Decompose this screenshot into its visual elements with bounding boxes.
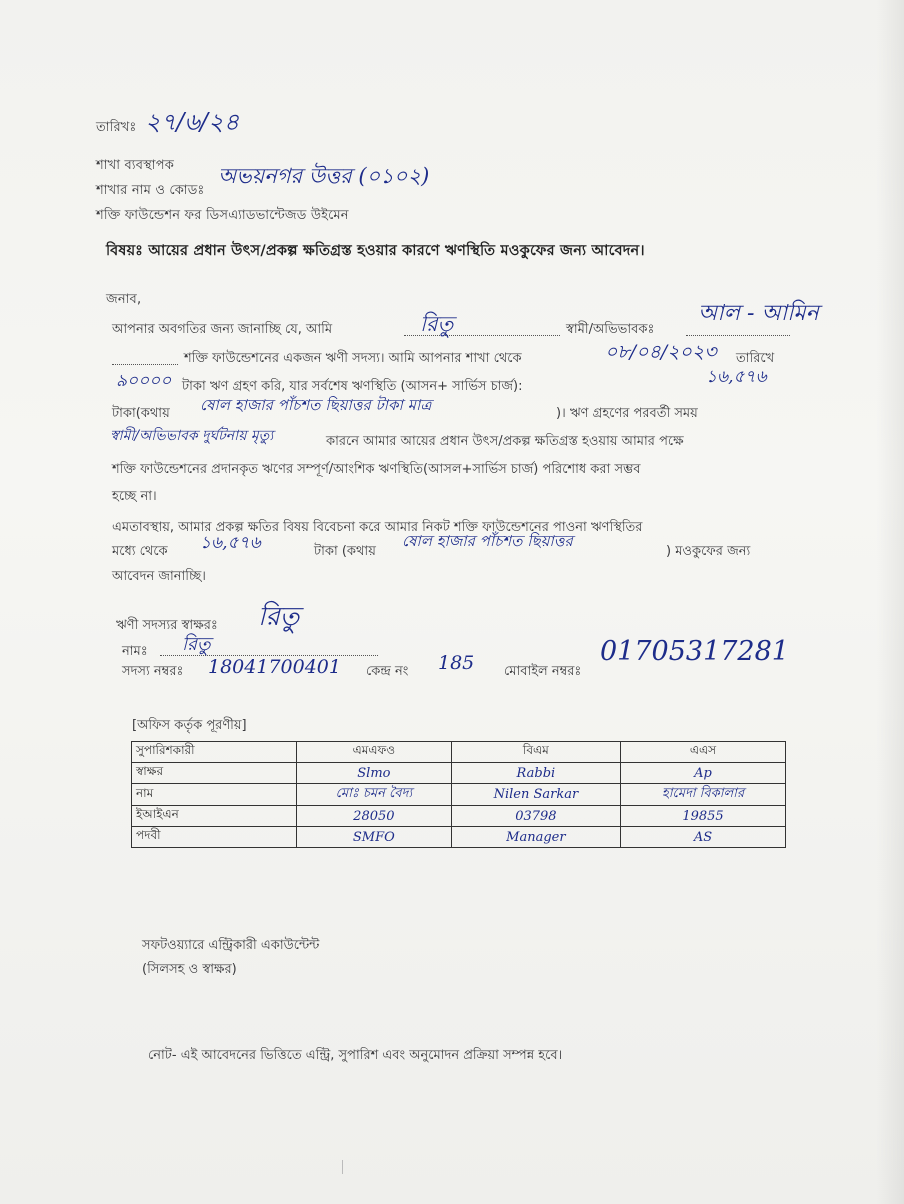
outstanding-balance: ১৬,৫৭৬ [706, 367, 767, 387]
body-text-1j: হচ্ছে না। [112, 489, 157, 504]
applicant-name: রিতু [420, 312, 454, 336]
body-text-1d: তারিখে [736, 351, 775, 366]
center-no-label: কেন্দ্র নং [366, 664, 409, 679]
mfo-signature: Slmo [357, 765, 391, 781]
body-text-2d: ) মওকুফের জন্য [666, 544, 751, 559]
member-name: রিতু [182, 634, 211, 655]
member-no-label: সদস্য নম্বরঃ [122, 664, 184, 679]
subject-line: বিষয়ঃ আয়ের প্রধান উৎস/প্রকল্প ক্ষতিগ্রস্ত হওয়ার কারণে ঋণস্থিতি মওকুফের জন্য আবেদন। [106, 243, 645, 259]
bm-ein: 03798 [515, 808, 557, 824]
bm-designation: Manager [506, 829, 566, 845]
date-label: তারিখঃ [96, 120, 137, 135]
loan-amount: ৯০০০০ [116, 371, 172, 391]
body-text-1h: কারনে আমার আয়ের প্রধান উৎস/প্রকল্প ক্ষতিগ্রস্ত হওয়ায় আমার পক্ষে [326, 434, 684, 449]
branch-label: শাখার নাম ও কোডঃ [96, 183, 205, 198]
row-label-designation: পদবী [132, 827, 297, 848]
entry-accountant-label: সফটওয়্যারে এন্ট্রিকারী একাউন্টেন্ট [142, 938, 320, 953]
header-recommender: সুপারিশকারী [132, 742, 297, 763]
guardian-name: আল - আমিন [698, 301, 819, 326]
damage-reason: স্বামী/অভিভাবক দুর্ঘটনায় মৃত্যু [110, 428, 274, 444]
blank-line [112, 363, 178, 365]
member-signature: রিতু [258, 602, 300, 632]
member-signature-label: ঋণী সদস্যর স্বাক্ষরঃ [116, 618, 218, 633]
org-name: শক্তি ফাউন্ডেশন ফর ডিসএ্যাডভান্টেজড উইমেন [96, 208, 349, 223]
table-row-signature [132, 763, 786, 784]
branch-value: অভয়নগর উত্তর (০১০২) [218, 164, 430, 188]
body-text-2c: টাকা (কথায় [314, 544, 376, 559]
office-caption: [অফিস কর্তৃক পূরণীয়] [132, 718, 247, 733]
loan-date: ০৮/০৪/২০২৩ [605, 341, 717, 363]
body-text-2e: আবেদন জানাচ্ছি। [112, 569, 206, 584]
mfo-name: মোঃ চমন বৈদ্য [335, 786, 413, 801]
body-text-1f: টাকা(কথায় [112, 406, 170, 421]
salutation: জনাব, [106, 292, 142, 307]
as-signature: Ap [694, 765, 712, 781]
body-text-1c: শক্তি ফাউন্ডেশনের একজন ঋণী সদস্য। আমি আপনার শাখা থেকে [184, 351, 522, 366]
header-as: এএস [621, 742, 786, 763]
paper-mark [342, 1160, 343, 1174]
as-ein: 19855 [682, 808, 724, 824]
waive-amount: ১৬,৫৭৬ [200, 533, 261, 553]
office-approval-table [131, 741, 786, 848]
guardian-name-line [686, 334, 790, 336]
mobile-label: মোবাইল নম্বরঃ [504, 664, 582, 679]
outstanding-in-words: ষোল হাজার পাঁচশত ছিয়াত্তর টাকা মাত্র [200, 396, 432, 414]
table-row-name [132, 784, 786, 806]
row-label-signature: স্বাক্ষর [132, 763, 297, 784]
bm-signature: Rabbi [516, 765, 556, 781]
mfo-ein: 28050 [353, 808, 395, 824]
center-no-value: 185 [438, 652, 475, 674]
body-text-1i: শক্তি ফাউন্ডেশনের প্রদানকৃত ঋণের সম্পূর্ণ/আংশিক ঋণস্থিতি(আসল+সার্ভিস চার্জ) পরিশোধ করা সম্ভব [112, 462, 641, 477]
as-designation: AS [693, 829, 713, 845]
body-text-2b: মধ্যে থেকে [112, 544, 168, 559]
table-row-designation [132, 827, 786, 848]
mfo-designation: SMFO [352, 829, 395, 845]
body-text-2a: এমতাবস্থায়, আমার প্রকল্প ক্ষতির বিষয় বিবেচনা করে আমার নিকট শক্তি ফাউন্ডেশনের পাওনা ঋণস্থিতির [112, 520, 643, 535]
member-name-label: নামঃ [122, 644, 148, 659]
recipient-title: শাখা ব্যবস্থাপক [96, 158, 175, 173]
member-no-value: 18041700401 [208, 656, 341, 678]
waive-in-words: ষোল হাজার পাঁচশত ছিয়াত্তর [402, 532, 573, 550]
row-label-ein: ইআইএন [132, 806, 297, 827]
page-edge-shadow [876, 0, 904, 1204]
bm-name: Nilen Sarkar [493, 787, 579, 802]
body-text-1a: আপনার অবগতির জন্য জানাচ্ছি যে, আমি [112, 322, 333, 337]
row-label-name: নাম [132, 784, 297, 806]
body-text-1b: স্বামী/অভিভাবকঃ [566, 322, 655, 337]
as-name: হামেদা বিকালার [661, 786, 745, 801]
table-header-row [132, 742, 786, 763]
table-row-ein [132, 806, 786, 827]
body-text-1e: টাকা ঋণ গ্রহণ করি, যার সর্বশেষ ঋণস্থিতি (আসন+ সার্ভিস চার্জ): [182, 379, 523, 394]
entry-accountant-sub: (সিলসহ ও স্বাক্ষর) [142, 962, 237, 977]
footer-note: নোট- এই আবেদনের ভিত্তিতে এন্ট্রি, সুপারিশ এবং অনুমোদন প্রক্রিয়া সম্পন্ন হবে। [148, 1048, 563, 1063]
mobile-value: 01705317281 [600, 636, 789, 667]
header-mfo: এমএফও [297, 742, 452, 763]
body-text-1g: )। ঋণ গ্রহণের পরবর্তী সময় [556, 406, 698, 421]
header-bm: বিএম [451, 742, 620, 763]
date-value: ২৭/৬/২৪ [145, 108, 240, 136]
